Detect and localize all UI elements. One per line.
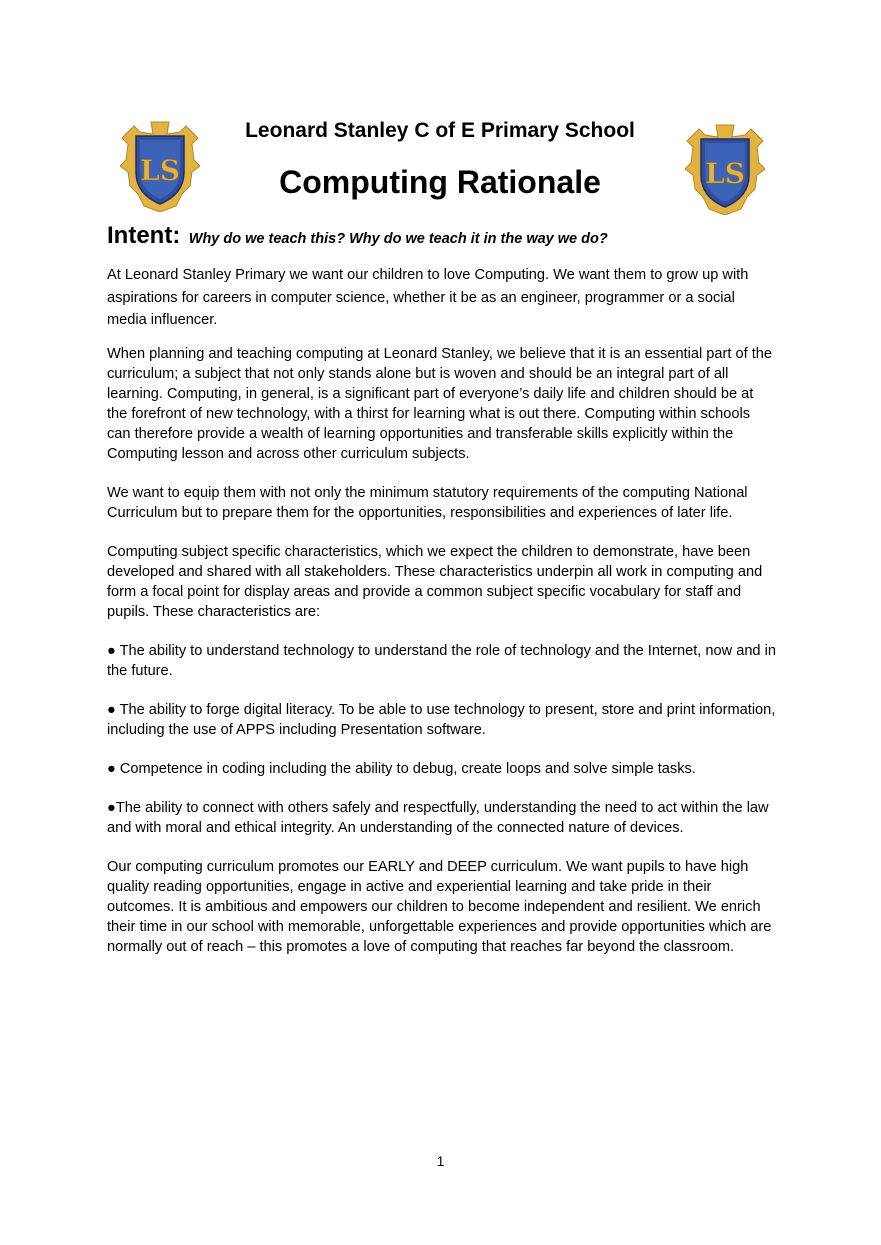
- bullet-coding: ● Competence in coding including the ability to debug, create loops and solve simple tasks.: [107, 760, 696, 777]
- paragraph-equip: We want to equip them with not only the minimum statutory requirements of the computing National Curriculum but to prepare them for the opportunities, responsibilities and experiences of later life.: [107, 484, 748, 521]
- paragraph-intro: At Leonard Stanley Primary we want our children to love Computing. We want them to grow up with aspirations for careers in computer science, whether it be as an engineer, programmer or a social media influencer.: [107, 267, 749, 328]
- crest-monogram: LS: [140, 154, 180, 187]
- paragraph-curriculum: Our computing curriculum promotes our EARLY and DEEP curriculum. We want pupils to have high quality reading opportunities, engage in active and experiential learning and take pride in their outcomes. It is ambitious and empowers our children to become independent and resilient. We enrich their time in our school with memorable, unforgettable experiences and provide opportunities which are normally out of reach – this promotes a love of computing that reaches far beyond the classroom.: [107, 858, 772, 955]
- document-body: [107, 222, 777, 976]
- intent-heading: Intent:: [107, 222, 181, 249]
- page-number: 1: [436, 1153, 445, 1169]
- paragraph-characteristics: Computing subject specific characteristics, which we expect the children to demonstrate, have been developed and shared with all stakeholders. These characteristics underpin all work in computing and form a focal point for display areas and provide a common subject specific vocabulary for staff and pupils. These characteristics are:: [107, 543, 763, 620]
- document-title: Computing Rationale: [279, 164, 601, 200]
- intent-heading-line: [107, 222, 777, 250]
- bullet-digital-literacy: ● The ability to forge digital literacy. To be able to use technology to present, store and print information, including the use of APPS including Presentation software.: [107, 701, 776, 738]
- school-name: Leonard Stanley C of E Primary School: [245, 119, 635, 142]
- intent-question: Why do we teach this? Why do we teach it in the way we do?: [188, 231, 608, 247]
- bullet-connect-safely: ●The ability to connect with others safely and respectfully, understanding the need to act within the law and with moral and ethical integrity. An understanding of the connected nature of devices.: [107, 799, 769, 836]
- bullet-understand-technology: ● The ability to understand technology to understand the role of technology and the Internet, now and in the future.: [107, 642, 776, 679]
- school-crest-right: [685, 123, 765, 215]
- paragraph-planning: When planning and teaching computing at Leonard Stanley, we believe that it is an essential part of the curriculum; a subject that not only stands alone but is woven and should be an integral part of all learning. Computing, in general, is a significant part of everyone’s daily life and children should be at the forefront of new technology, with a thirst for learning what is out there. Computing within schools can therefore provide a wealth of learning opportunities and transferable skills explicitly within the Computing lesson and across other curriculum subjects.: [107, 345, 772, 462]
- crest-monogram: LS: [705, 157, 745, 190]
- school-crest-left: [120, 120, 200, 212]
